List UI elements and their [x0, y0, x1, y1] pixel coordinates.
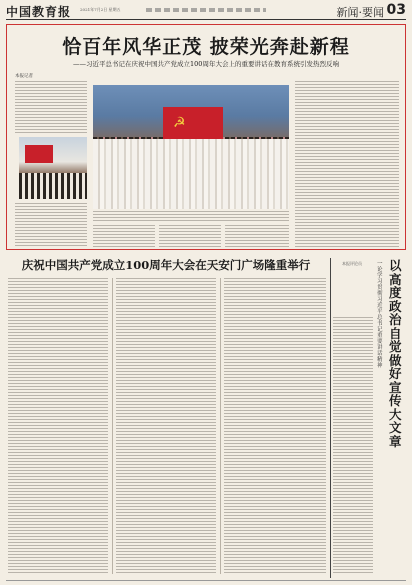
column-divider	[112, 278, 113, 574]
side-column	[333, 257, 406, 577]
side-headline: 以高度政治自觉做好宣传大文章	[389, 258, 402, 449]
article-headline: 庆祝中国共产党成立100周年大会在天安门广场隆重举行	[21, 258, 311, 272]
footer-rule	[6, 580, 406, 581]
feature-subtitle: ——习近平总书记在庆祝中国共产党成立100周年大会上的重要讲话在教育系统引发热烈反响	[73, 60, 339, 68]
feature-text-col-1-top	[15, 81, 87, 135]
side-byline: 本报评论员	[342, 261, 362, 266]
party-flag-icon	[25, 145, 53, 163]
issue-date: 2021年7月2日 星期五	[80, 7, 121, 12]
masthead	[6, 3, 406, 19]
feature-text-col-5	[295, 81, 399, 247]
main-photo-caption	[93, 211, 289, 223]
side-subhead: 一论学习贯彻习近平总书记重要讲话精神	[377, 261, 383, 369]
feature-text-col-4	[225, 225, 289, 247]
masthead-rule	[6, 19, 406, 20]
feature-text-col-2	[93, 225, 155, 247]
column-divider	[330, 258, 331, 578]
page-number: 03	[386, 2, 406, 18]
article-col-3	[224, 278, 326, 574]
feature-byline: 本报记者	[15, 74, 33, 79]
article-col-1	[8, 278, 108, 574]
photo-crowd	[19, 173, 87, 199]
feature-text-col-3	[159, 225, 221, 247]
feature-title: 恰百年风华正茂 披荣光奔赴新程	[62, 36, 350, 58]
side-text	[333, 317, 373, 575]
feature-text-col-1-bottom	[15, 203, 87, 247]
feature-box	[6, 24, 406, 250]
column-divider	[220, 278, 221, 574]
secondary-photo	[19, 137, 87, 199]
paper-name: 中国教育报	[6, 5, 72, 19]
section-name: 新闻·要闻	[336, 6, 384, 19]
hammer-sickle-icon: ☭	[173, 115, 186, 131]
masthead-info-strip	[146, 8, 266, 12]
article-col-2	[116, 278, 216, 574]
main-photo	[93, 85, 289, 209]
photo-crowd	[93, 139, 289, 209]
